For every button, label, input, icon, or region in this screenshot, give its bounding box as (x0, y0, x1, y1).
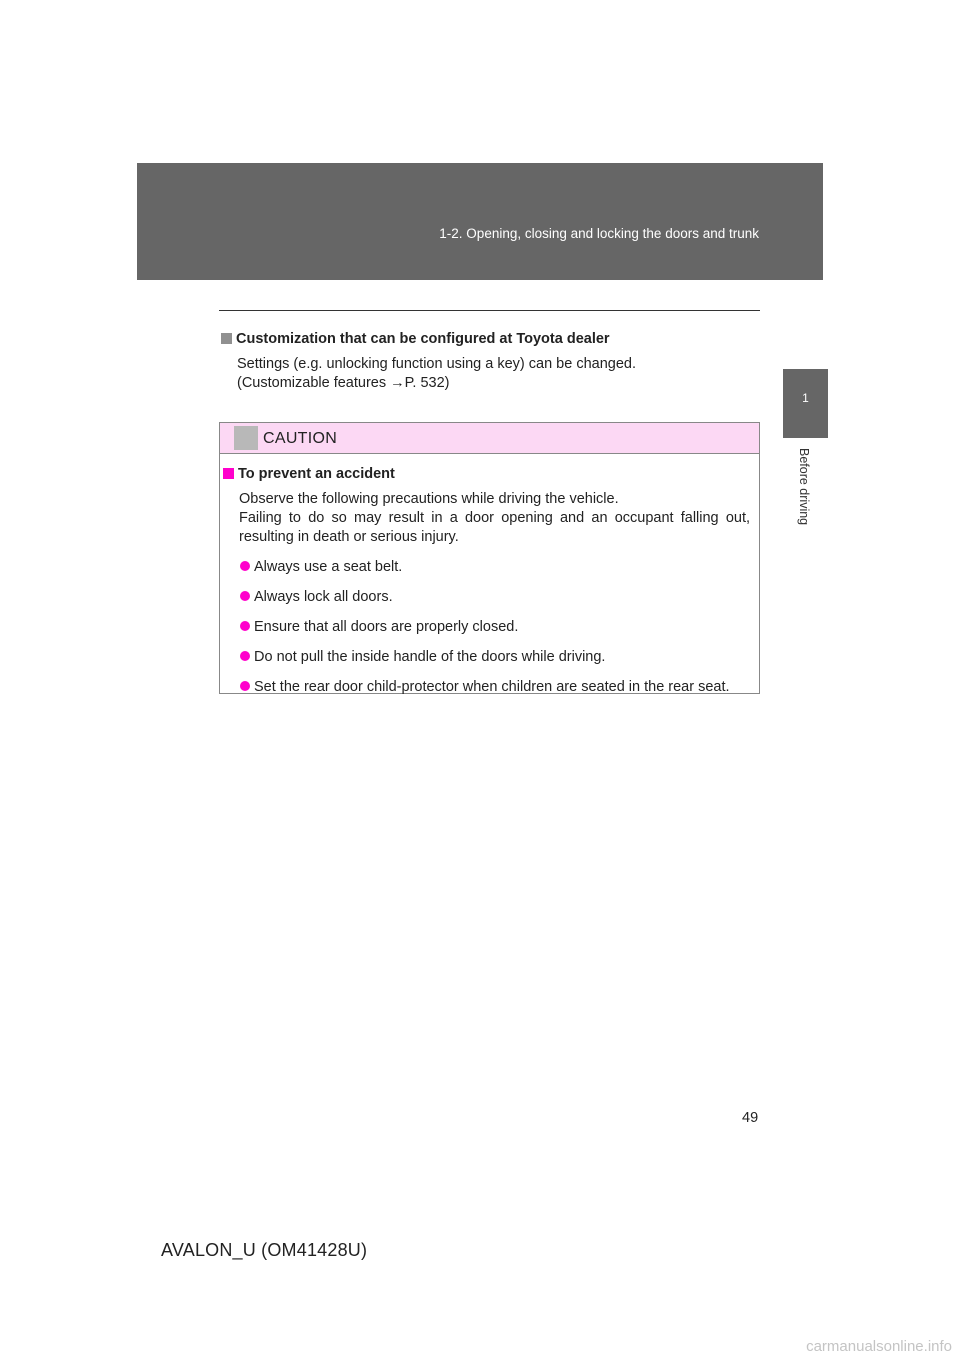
square-bullet-icon (223, 468, 234, 479)
caution-box (219, 422, 760, 694)
section-title: 1-2. Opening, closing and locking the doors and trunk (439, 226, 759, 241)
circle-bullet-icon (240, 561, 250, 571)
chapter-tab (783, 369, 828, 438)
chapter-number: 1 (802, 391, 809, 405)
caution-icon (234, 426, 258, 450)
section-divider (219, 310, 760, 311)
customization-heading (221, 330, 761, 349)
page-number: 49 (742, 1110, 759, 1126)
header-band (137, 163, 823, 280)
caution-bullet (223, 558, 750, 577)
caution-bullet (223, 588, 750, 607)
caution-bullet-text: Do not pull the inside handle of the doors while driving. (254, 649, 606, 665)
caution-title: CAUTION (263, 430, 338, 447)
caution-bullet-text: Always lock all doors. (254, 589, 393, 605)
caution-bullet (223, 618, 750, 637)
caution-paragraph-2: Failing to do so may result in a door opening and an occupant falling out, resulting in death or serious injury. (239, 510, 750, 545)
caution-bullet-text: Set the rear door child-protector when children are seated in the rear seat. (254, 679, 730, 695)
document-code: AVALON_U (OM41428U) (161, 1240, 368, 1260)
caution-paragraph (223, 490, 750, 547)
caution-bullet-text: Ensure that all doors are properly closed. (254, 619, 519, 635)
caution-paragraph-1: Observe the following precautions while driving the vehicle. (239, 491, 619, 507)
customization-line-1: Settings (e.g. unlocking function using a key) can be changed. (237, 356, 637, 372)
circle-bullet-icon (240, 651, 250, 661)
circle-bullet-icon (240, 621, 250, 631)
watermark: carmanualsonline.info (806, 1338, 952, 1355)
caution-header (220, 423, 759, 454)
customization-line-2: (Customizable features →P. 532) (237, 375, 450, 391)
chapter-label: Before driving (797, 448, 811, 526)
circle-bullet-icon (240, 591, 250, 601)
caution-bullet (223, 648, 750, 667)
customization-body (221, 355, 761, 393)
customization-heading-text: Customization that can be configured at Toyota dealer (236, 331, 610, 347)
caution-body (220, 454, 759, 697)
circle-bullet-icon (240, 681, 250, 691)
caution-bullet (223, 678, 750, 697)
caution-bullet-text: Always use a seat belt. (254, 559, 403, 575)
customization-section (221, 330, 761, 393)
caution-heading-text: To prevent an accident (238, 466, 395, 482)
square-bullet-icon (221, 333, 232, 344)
caution-heading (223, 465, 750, 484)
